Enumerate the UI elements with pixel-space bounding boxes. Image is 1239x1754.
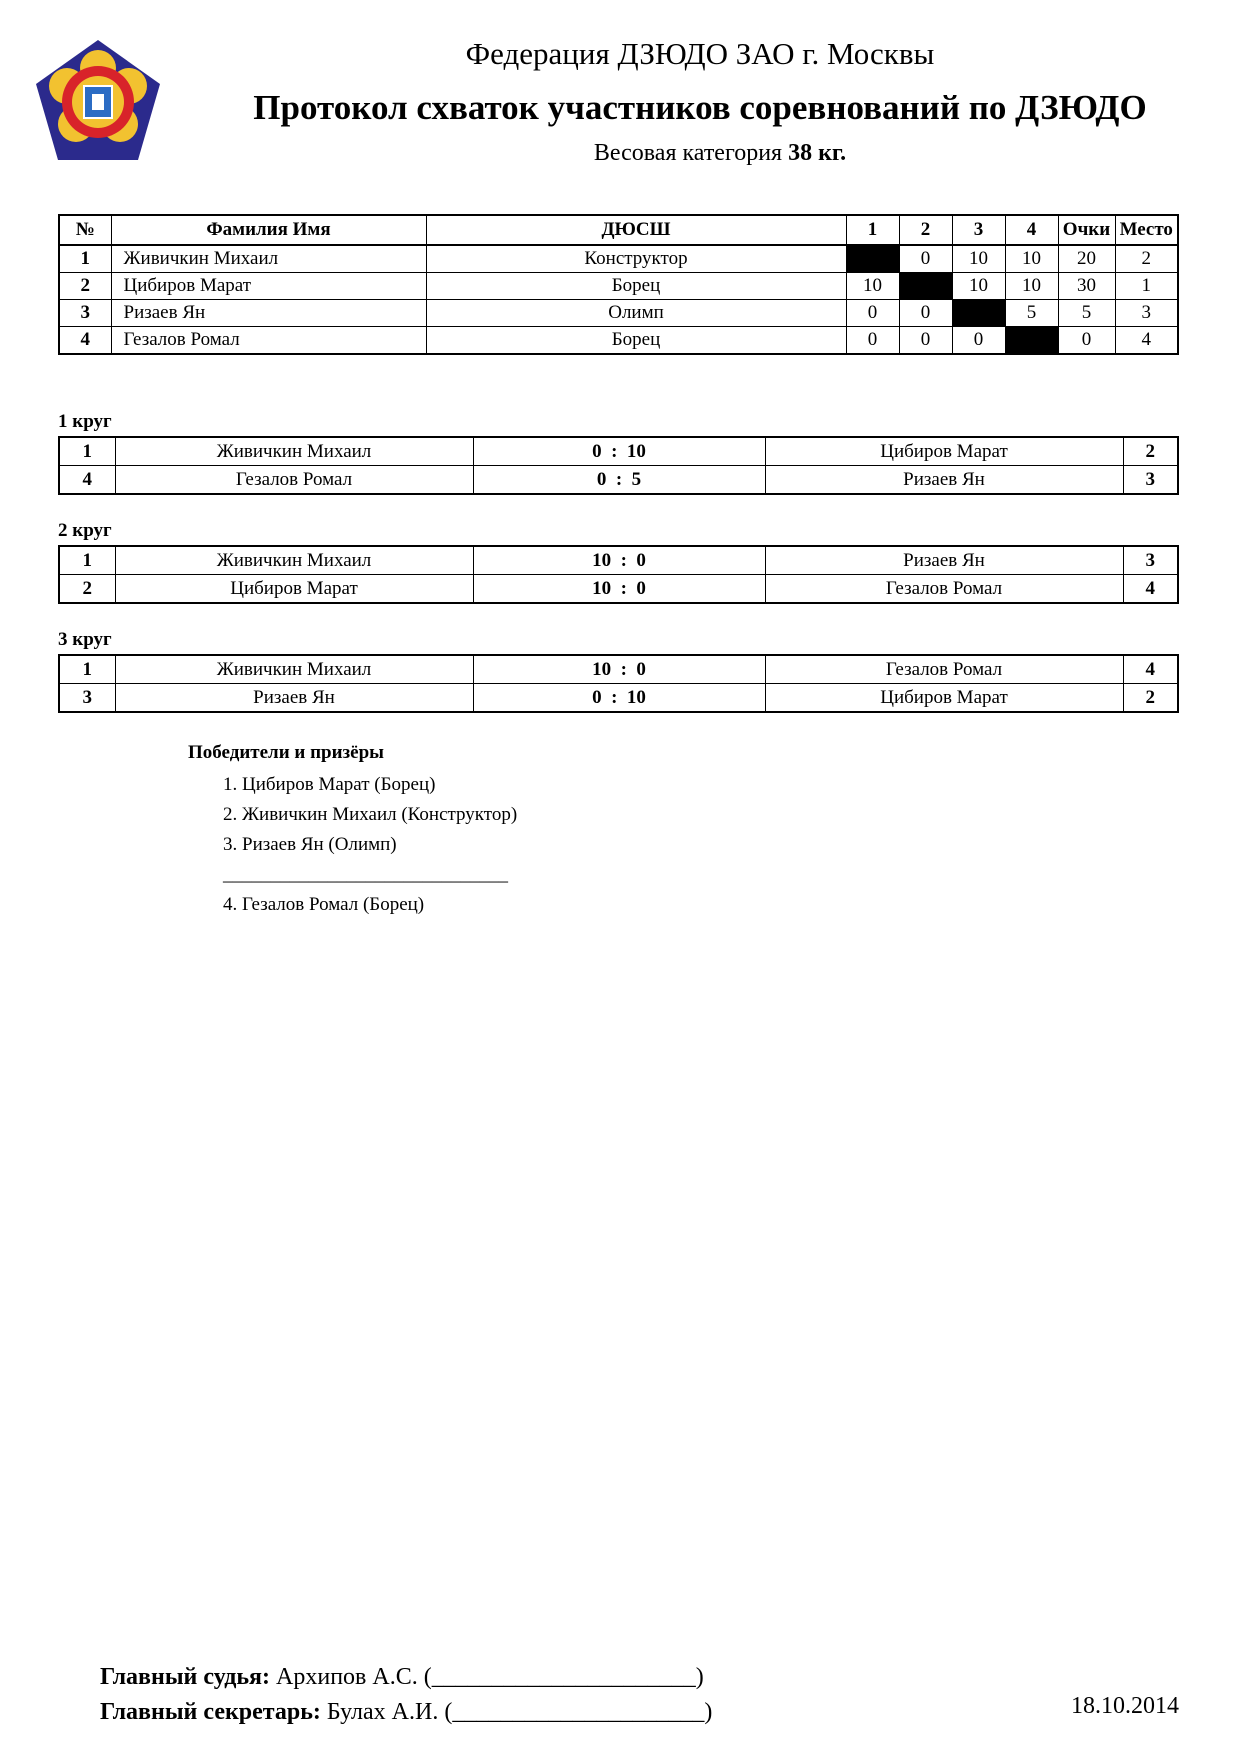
fighter-2-name: Ризаев Ян [765,466,1123,495]
col-header-points: Очки [1058,215,1115,245]
round-3-label: 3 круг [58,629,112,650]
round-1-label: 1 круг [58,411,112,432]
list-item: 3. Ризаев Ян (Олимп) [223,834,397,855]
round-2-table [58,545,1179,604]
place-cell: 2 [1115,245,1178,273]
fighter-1-name: Живичкин Михаил [115,546,473,575]
weight-category [400,140,1040,167]
chief-judge [100,1664,704,1691]
fighter-1-name: Ризаев Ян [115,684,473,713]
participant-name: Ризаев Ян [111,300,426,327]
fighter-2-number: 4 [1123,655,1178,684]
round-1-table [58,436,1179,495]
score-cell: 0 [846,300,899,327]
bout-row [59,655,1178,684]
bout-score: 10 : 0 [473,546,765,575]
participant-name: Гезалов Ромал [111,327,426,355]
weight-label: Весовая категория [593,140,783,166]
winners-separator: ______________________________ [223,864,508,885]
score-cell: 10 [1005,245,1058,273]
fighter-1-name: Живичкин Михаил [115,655,473,684]
bout-row [59,546,1178,575]
bout-score: 0 : 10 [473,437,765,466]
bout-score: 0 : 10 [473,684,765,713]
score-cell: 0 [846,327,899,355]
table-row [59,273,1178,300]
fighter-2-number: 2 [1123,684,1178,713]
points-cell: 5 [1058,300,1115,327]
fighter-2-name: Гезалов Ромал [765,655,1123,684]
fighter-2-name: Ризаев Ян [765,546,1123,575]
document-title: Протокол схваток участников соревнований по ДЗЮДО [253,88,1147,127]
winners-section [188,742,517,920]
participant-name: Цибиров Марат [111,273,426,300]
fighter-2-number: 3 [1123,546,1178,575]
col-header-name: Фамилия Имя [111,215,426,245]
participant-school: Борец [426,273,846,300]
federation-logo [34,38,162,162]
points-cell: 0 [1058,327,1115,355]
col-header-place: Место [1115,215,1178,245]
self-cell [952,300,1005,327]
row-number: 1 [59,245,111,273]
place-cell: 1 [1115,273,1178,300]
bout-row [59,684,1178,713]
score-cell: 10 [846,273,899,300]
bout-row [59,437,1178,466]
participant-school: Борец [426,327,846,355]
col-header-4: 4 [1005,215,1058,245]
row-number: 3 [59,300,111,327]
winners-list [188,770,517,860]
results-table [58,214,1179,355]
chief-secretary-label: Главный секретарь: [100,1699,321,1725]
fighter-1-name: Цибиров Марат [115,575,473,604]
chief-judge-label: Главный судья: [100,1664,271,1690]
points-cell: 30 [1058,273,1115,300]
col-header-1: 1 [846,215,899,245]
bout-row [59,466,1178,495]
fighter-1-number: 3 [59,684,115,713]
self-cell [1005,327,1058,355]
fighter-1-number: 1 [59,655,115,684]
fighter-2-number: 2 [1123,437,1178,466]
row-number: 4 [59,327,111,355]
col-header-number: № [59,215,111,245]
fighter-1-number: 1 [59,546,115,575]
fighter-2-name: Цибиров Марат [765,437,1123,466]
score-cell: 0 [899,327,952,355]
fighter-1-number: 4 [59,466,115,495]
results-header-row [59,215,1178,245]
score-cell: 10 [952,245,1005,273]
bout-score: 0 : 5 [473,466,765,495]
fighter-1-name: Гезалов Ромал [115,466,473,495]
chief-secretary-value: Булах А.И. (_____________________) [326,1699,713,1725]
table-row [59,245,1178,273]
fighter-1-name: Живичкин Михаил [115,437,473,466]
place-cell: 4 [1115,327,1178,355]
score-cell: 0 [899,245,952,273]
bout-score: 10 : 0 [473,575,765,604]
table-row [59,300,1178,327]
place-cell: 3 [1115,300,1178,327]
points-cell: 20 [1058,245,1115,273]
score-cell: 10 [952,273,1005,300]
col-header-school: ДЮСШ [426,215,846,245]
fighter-2-name: Гезалов Ромал [765,575,1123,604]
round-3-table [58,654,1179,713]
col-header-3: 3 [952,215,1005,245]
self-cell [846,245,899,273]
fighter-2-number: 4 [1123,575,1178,604]
row-number: 2 [59,273,111,300]
table-row [59,327,1178,355]
fighter-2-name: Цибиров Марат [765,684,1123,713]
self-cell [899,273,952,300]
list-item: 2. Живичкин Михаил (Конструктор) [223,804,518,825]
list-item: 4. Гезалов Ромал (Борец) [223,894,425,915]
participant-school: Олимп [426,300,846,327]
document-date: 18.10.2014 [1071,1693,1179,1719]
round-2-label: 2 круг [58,520,112,541]
federation-name: Федерация ДЗЮДО ЗАО г. Москвы [465,36,935,71]
score-cell: 5 [1005,300,1058,327]
participant-school: Конструктор [426,245,846,273]
bout-row [59,575,1178,604]
col-header-2: 2 [899,215,952,245]
chief-secretary [100,1699,712,1726]
fighter-2-number: 3 [1123,466,1178,495]
score-cell: 10 [1005,273,1058,300]
list-item: 1. Цибиров Марат (Борец) [223,774,436,795]
participant-name: Живичкин Михаил [111,245,426,273]
winners-title: Победители и призёры [188,742,385,763]
score-cell: 0 [952,327,1005,355]
fighter-1-number: 1 [59,437,115,466]
bout-score: 10 : 0 [473,655,765,684]
fighter-1-number: 2 [59,575,115,604]
weight-value: 38 кг. [788,140,847,166]
chief-judge-value: Архипов А.С. (______________________) [276,1664,704,1690]
score-cell: 0 [899,300,952,327]
